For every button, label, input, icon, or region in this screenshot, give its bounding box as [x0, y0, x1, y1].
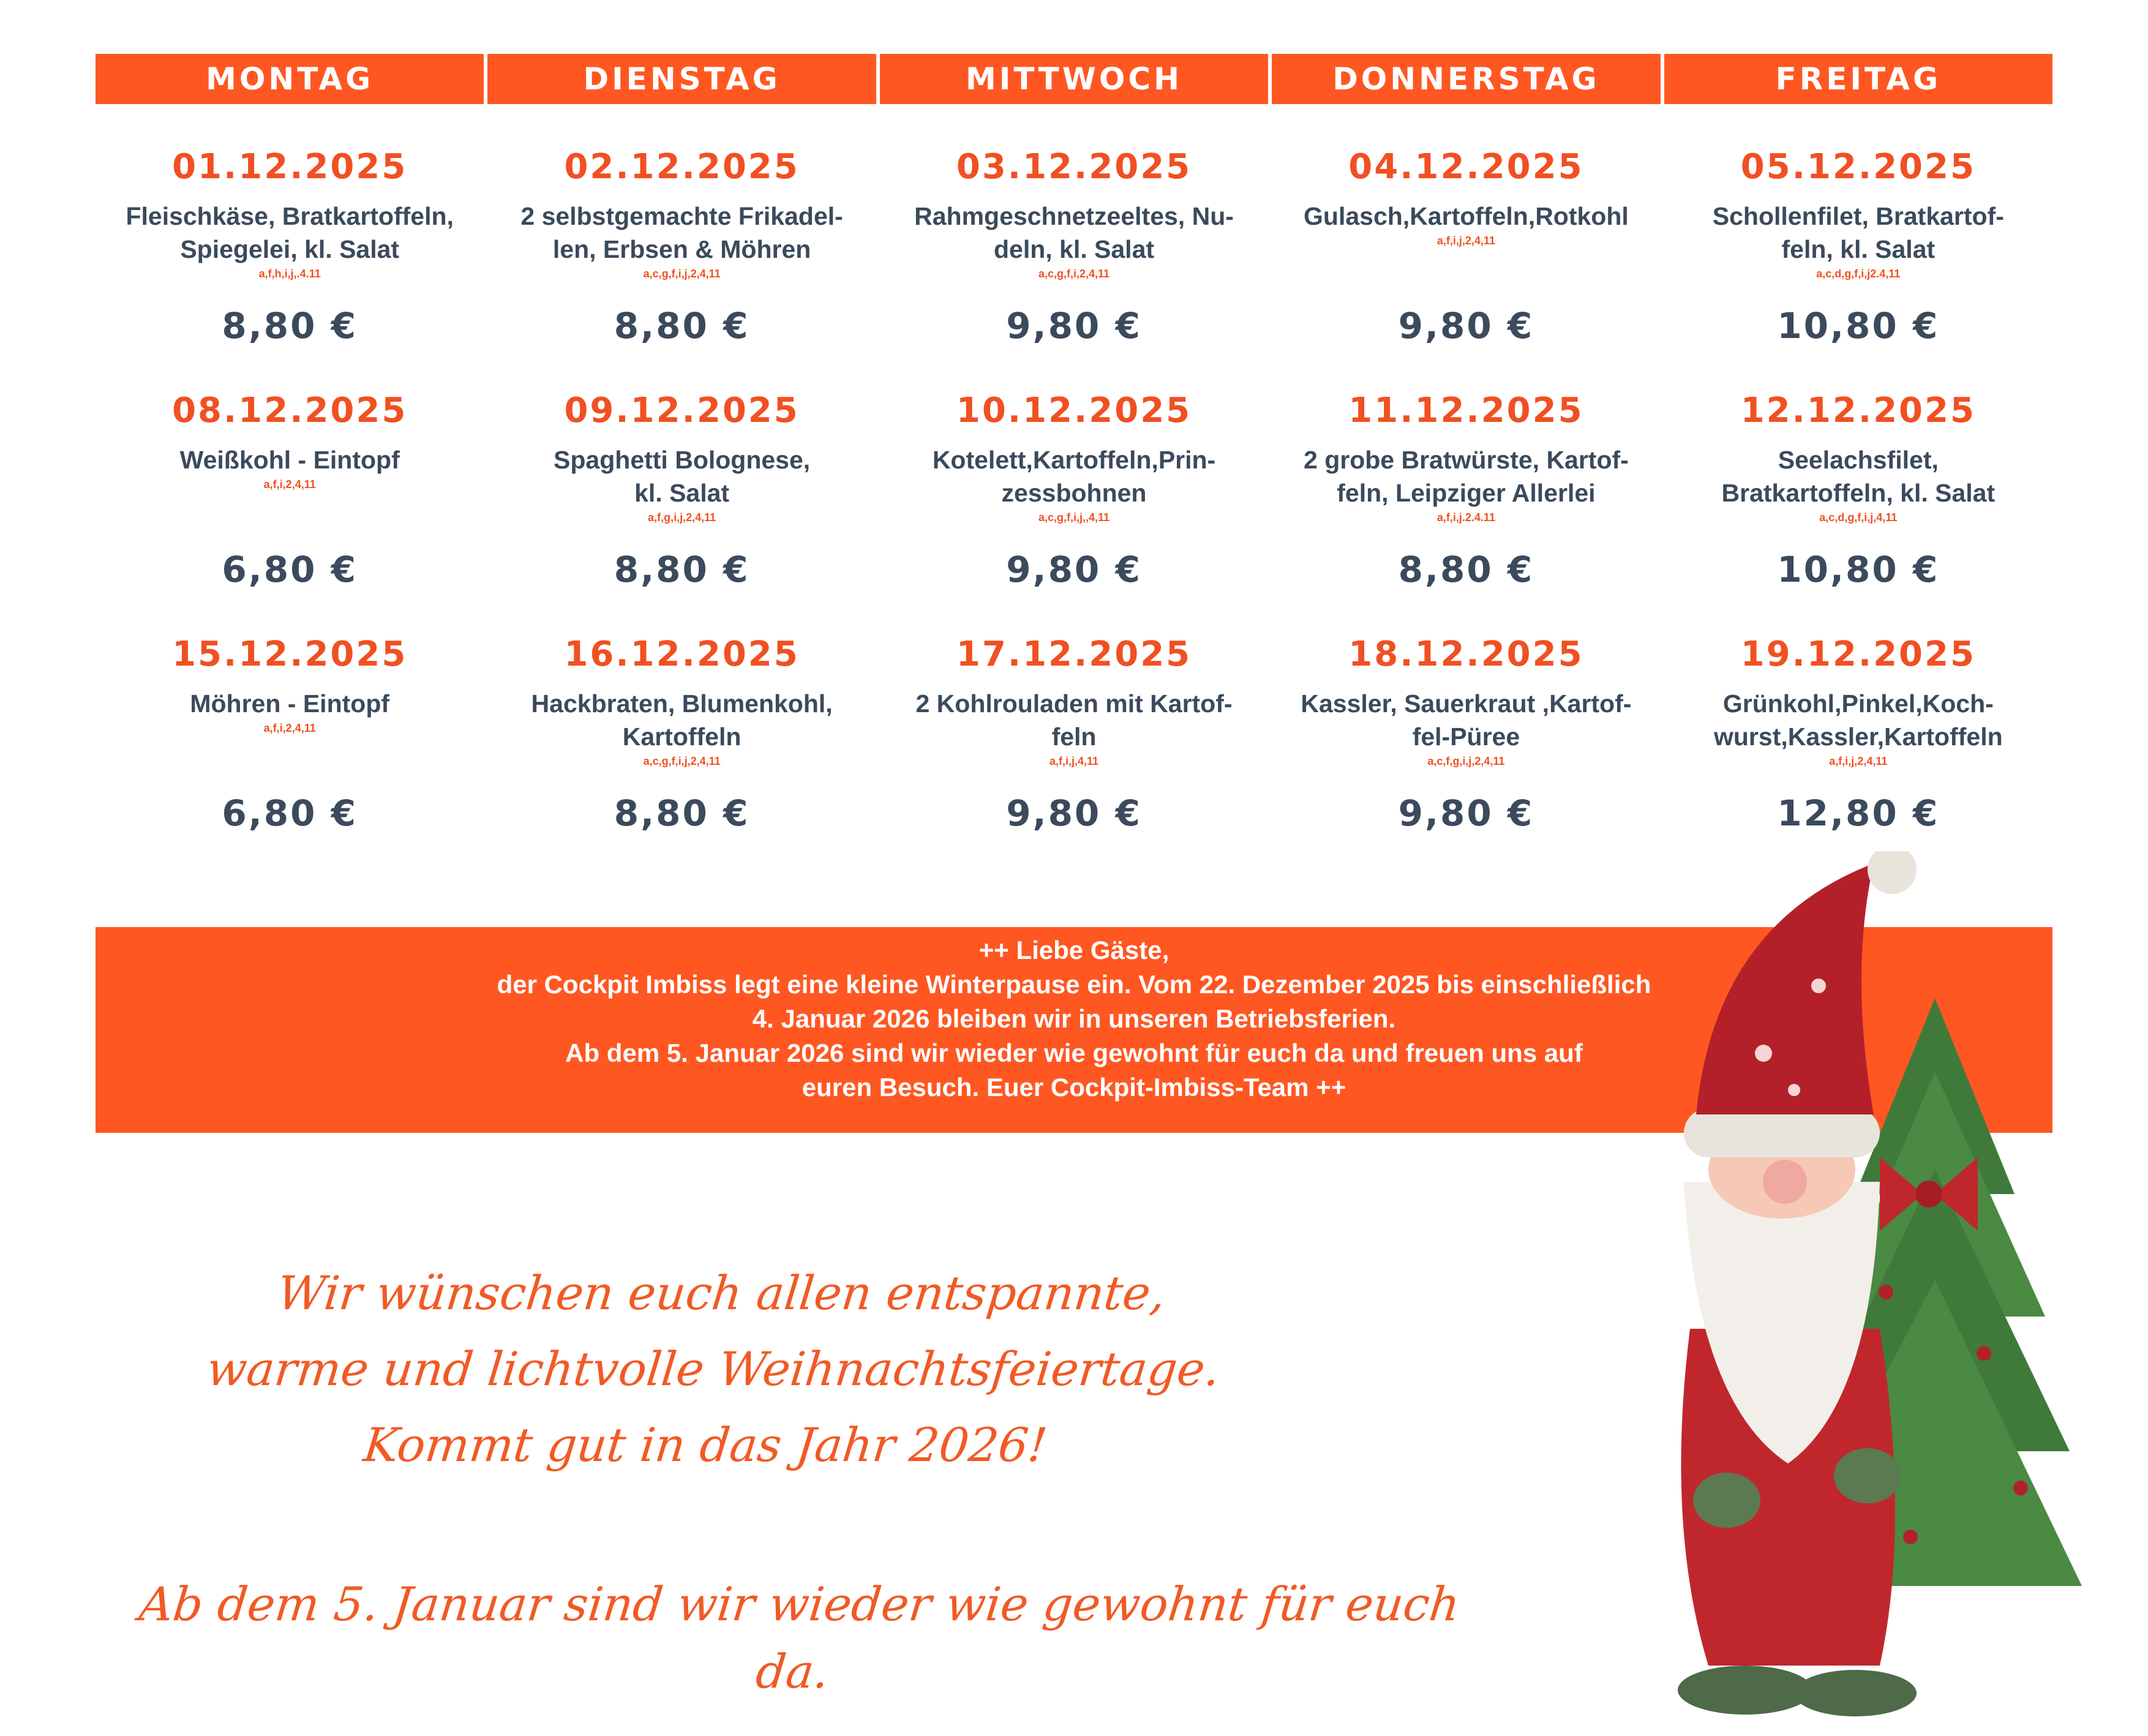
dish-line: Möhren - Eintopf: [190, 690, 390, 718]
wish-line: Wir wünschen euch allen entspannte,: [274, 1266, 1168, 1320]
menu-date: 03.12.2025: [956, 147, 1192, 187]
menu-date: 09.12.2025: [564, 391, 800, 430]
notice-line: 4. Januar 2026 bleiben wir in unseren Betriebsferien.: [752, 1004, 1396, 1033]
dish-description: [1670, 443, 2046, 525]
dish-description: [102, 200, 478, 282]
dish-description: [1278, 687, 1654, 769]
dish-line: Spiegelei, kl. Salat: [180, 235, 400, 263]
menu-item: [1664, 147, 2052, 391]
allergen-codes: a,c,f,g,i,j,2,4,11: [1427, 755, 1505, 767]
dish-description: [886, 443, 1262, 525]
dish-line: Bratkartoffeln, kl. Salat: [1721, 479, 1996, 507]
menu-item: [880, 391, 1268, 634]
dish-price: 6,80 €: [222, 549, 358, 590]
dish-line: 2 selbstgemachte Frikadel-: [520, 202, 843, 230]
menu-date: 12.12.2025: [1740, 391, 1976, 430]
menu-item: [487, 147, 876, 391]
menu-item: [880, 634, 1268, 878]
dish-price: 8,80 €: [614, 792, 750, 834]
dish-price: 8,80 €: [222, 305, 358, 347]
dish-line: feln, Leipziger Allerlei: [1337, 479, 1596, 507]
dish-description: [1670, 687, 2046, 769]
allergen-codes: a,f,i,2,4,11: [263, 478, 316, 490]
menu-item: [487, 391, 876, 634]
dish-price: 8,80 €: [614, 549, 750, 590]
menu-item: [96, 147, 484, 391]
gnome-with-tree-illustration: [1592, 851, 2094, 1727]
dish-price: 9,80 €: [1006, 305, 1142, 347]
day-column: [1272, 147, 1660, 878]
menu-item: [1272, 147, 1660, 391]
menu-date: 02.12.2025: [564, 147, 800, 187]
dish-description: [102, 443, 478, 492]
dish-line: Gulasch,Kartoffeln,Rotkohl: [1304, 202, 1629, 230]
dish-line: Schollenfilet, Bratkartof-: [1712, 202, 2004, 230]
menu-item: [487, 634, 876, 878]
dish-line: wurst,Kassler,Kartoffeln: [1714, 723, 2003, 751]
menu-date: 04.12.2025: [1348, 147, 1584, 187]
day-column: [880, 147, 1268, 878]
dish-price: 9,80 €: [1398, 305, 1534, 347]
dish-description: [494, 687, 869, 769]
menu-date: 17.12.2025: [956, 634, 1192, 674]
wish-line: Kommt gut in das Jahr 2026!: [361, 1418, 1050, 1472]
menu-item: [1664, 391, 2052, 634]
allergen-codes: a,f,i,j.2.4.11: [1436, 511, 1495, 524]
allergen-codes: a,c,g,f,i,2,4,11: [1038, 268, 1110, 280]
dish-description: [886, 687, 1262, 769]
notice-line: ++ Liebe Gäste,: [978, 936, 1170, 964]
dish-price: 10,80 €: [1777, 549, 1940, 590]
dish-price: 12,80 €: [1777, 792, 1940, 834]
closing-line: Ab dem 5. Januar sind wir wieder wie gewohnt für euch da.: [137, 1577, 1463, 1699]
dish-line: Kassler, Sauerkraut ,Kartof-: [1301, 690, 1632, 718]
day-header-wednesday: MITTWOCH: [880, 54, 1268, 104]
dish-price: 8,80 €: [1398, 549, 1534, 590]
dish-line: 2 grobe Bratwürste, Kartof-: [1304, 446, 1629, 474]
allergen-codes: a,c,g,f,i,j,2,4,11: [643, 268, 721, 280]
allergen-codes: a,c,g,f,i,j,,4,11: [1038, 511, 1110, 524]
dish-line: deln, kl. Salat: [993, 235, 1155, 263]
menu-date: 15.12.2025: [172, 634, 408, 674]
menu-item: [96, 634, 484, 878]
day-header-thursday: DONNERSTAG: [1272, 54, 1660, 104]
dish-price: 9,80 €: [1006, 549, 1142, 590]
day-header-tuesday: DIENSTAG: [487, 54, 876, 104]
menu-date: 10.12.2025: [956, 391, 1192, 430]
day-column: [487, 147, 876, 878]
dish-description: [494, 200, 869, 282]
dish-line: Spaghetti Bolognese,: [554, 446, 811, 474]
day-column: [96, 147, 484, 878]
dish-line: Weißkohl - Eintopf: [179, 446, 400, 474]
menu-date: 05.12.2025: [1740, 147, 1976, 187]
allergen-codes: a,c,d,g,f,i,j,4,11: [1819, 511, 1898, 524]
dish-line: 2 Kohlrouladen mit Kartof-: [915, 690, 1233, 718]
dish-line: Grünkohl,Pinkel,Koch-: [1722, 690, 1994, 718]
allergen-codes: a,f,i,j,2,4,11: [1436, 235, 1495, 247]
allergen-codes: a,c,d,g,f,i,j2.4,11: [1816, 268, 1901, 280]
dish-description: [494, 443, 869, 525]
dish-line: fel-Püree: [1412, 723, 1520, 751]
dish-price: 6,80 €: [222, 792, 358, 834]
menu-grid: [96, 147, 2052, 878]
menu-date: 19.12.2025: [1740, 634, 1976, 674]
dish-line: kl. Salat: [634, 479, 730, 507]
menu-date: 18.12.2025: [1348, 634, 1584, 674]
weekday-header: [96, 54, 2052, 104]
wish-line: warme und lichtvolle Weihnachtsfeiertage.: [204, 1342, 1223, 1396]
dish-line: Fleischkäse, Bratkartoffeln,: [126, 202, 454, 230]
dish-line: len, Erbsen & Möhren: [552, 235, 811, 263]
menu-item: [1272, 634, 1660, 878]
dish-description: [886, 200, 1262, 282]
allergen-codes: a,f,i,2,4,11: [263, 722, 316, 734]
dish-price: 9,80 €: [1006, 792, 1142, 834]
holiday-wishes: [171, 1255, 1255, 1483]
dish-description: [1278, 443, 1654, 525]
notice-line: Ab dem 5. Januar 2026 sind wir wieder wie gewohnt für euch da und freuen uns auf: [565, 1039, 1583, 1067]
allergen-codes: a,f,g,i,j,2,4,11: [648, 511, 716, 524]
dish-line: Kotelett,Kartoffeln,Prin-: [932, 446, 1216, 474]
notice-line: euren Besuch. Euer Cockpit-Imbiss-Team ++: [802, 1073, 1346, 1102]
day-header-monday: MONTAG: [96, 54, 484, 104]
dish-line: feln, kl. Salat: [1781, 235, 1936, 263]
dish-line: zessbohnen: [1001, 479, 1147, 507]
menu-item: [880, 147, 1268, 391]
menu-date: 11.12.2025: [1348, 391, 1584, 430]
dish-price: 10,80 €: [1777, 305, 1940, 347]
dish-description: [1278, 200, 1654, 249]
menu-date: 01.12.2025: [172, 147, 408, 187]
day-column: [1664, 147, 2052, 878]
menu-date: 16.12.2025: [564, 634, 800, 674]
dish-price: 8,80 €: [614, 305, 750, 347]
allergen-codes: a,f,h,i,j,.4.11: [258, 268, 321, 280]
allergen-codes: a,f,i,j,2,4,11: [1829, 755, 1888, 767]
day-header-friday: FREITAG: [1664, 54, 2052, 104]
dish-line: feln: [1051, 723, 1097, 751]
notice-line: der Cockpit Imbiss legt eine kleine Winterpause ein. Vom 22. Dezember 2025 bis einschließlich: [497, 970, 1651, 999]
allergen-codes: a,f,i,j,4,11: [1049, 755, 1099, 767]
dish-price: 9,80 €: [1398, 792, 1534, 834]
menu-item: [1272, 391, 1660, 634]
dish-line: Seelachsfilet,: [1778, 446, 1939, 474]
dish-line: Rahmgeschnetzeeltes, Nu-: [914, 202, 1234, 230]
menu-date: 08.12.2025: [172, 391, 408, 430]
menu-item: [96, 391, 484, 634]
menu-item: [1664, 634, 2052, 878]
dish-line: Hackbraten, Blumenkohl,: [531, 690, 833, 718]
allergen-codes: a,c,g,f,i,j,2,4,11: [643, 755, 721, 767]
dish-description: [102, 687, 478, 736]
dish-description: [1670, 200, 2046, 282]
dish-line: Kartoffeln: [622, 723, 742, 751]
